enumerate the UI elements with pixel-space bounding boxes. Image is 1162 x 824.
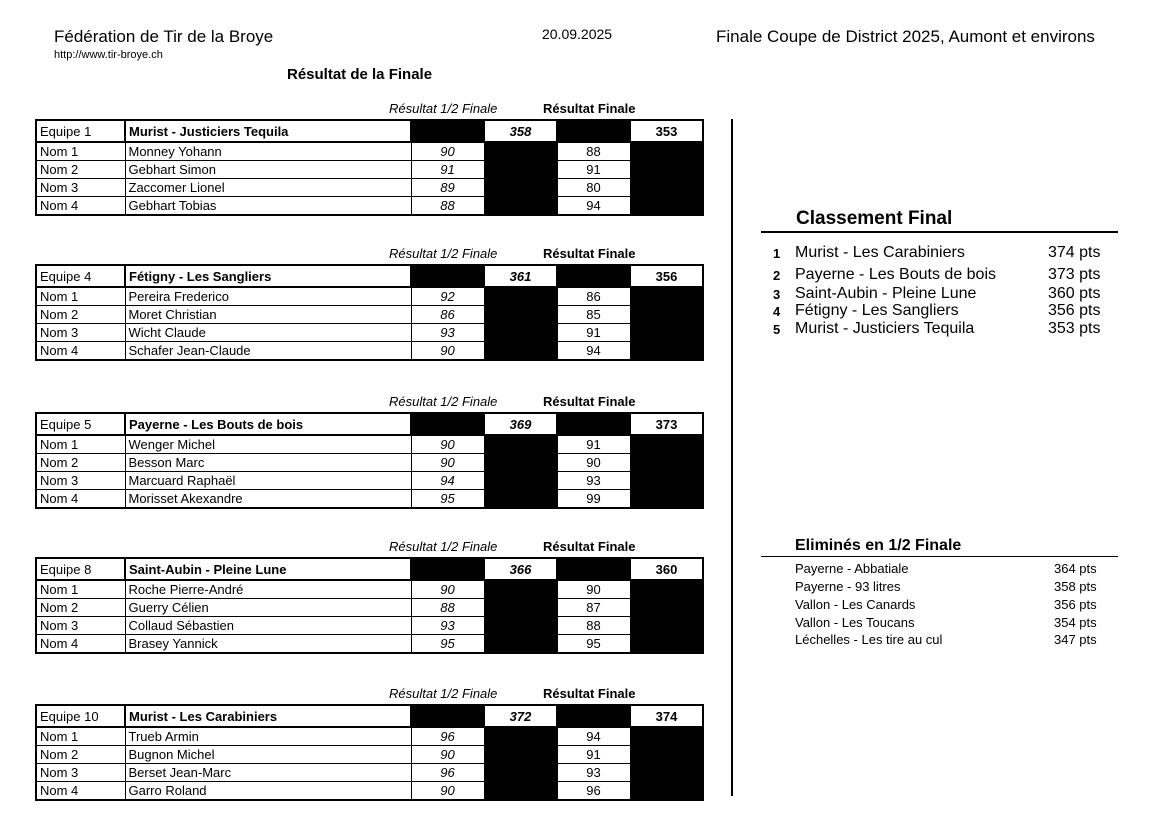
member-row: [36, 472, 703, 490]
rank-points: 373 pts: [1048, 266, 1101, 283]
rank-points: 374 pts: [1048, 244, 1101, 261]
blank-cell: [484, 161, 557, 179]
rank-number: 3: [773, 287, 781, 302]
team-name: Saint-Aubin - Pleine Lune: [125, 558, 411, 580]
final-total: 373: [630, 413, 703, 435]
blank-cell: [557, 705, 630, 727]
blank-cell: [630, 635, 703, 654]
member-slot: Nom 3: [36, 472, 125, 490]
eliminated-points: 354 pts: [1054, 615, 1097, 630]
member-semi-score: 93: [411, 617, 484, 635]
member-name: Morisset Akexandre: [125, 490, 411, 509]
member-semi-score: 93: [411, 324, 484, 342]
eliminated-row: [795, 561, 1115, 579]
member-semi-score: 90: [411, 342, 484, 361]
member-name: Monney Yohann: [125, 142, 411, 161]
blank-cell: [484, 324, 557, 342]
eliminated-points: 358 pts: [1054, 579, 1097, 594]
member-final-score: 94: [557, 727, 630, 746]
member-semi-score: 96: [411, 727, 484, 746]
blank-cell: [630, 782, 703, 801]
blank-cell: [630, 454, 703, 472]
rank-number: 5: [773, 322, 781, 337]
member-slot: Nom 2: [36, 306, 125, 324]
member-row: [36, 727, 703, 746]
member-name: Guerry Célien: [125, 599, 411, 617]
eliminated-points: 356 pts: [1054, 597, 1097, 612]
member-final-score: 86: [557, 287, 630, 306]
member-row: [36, 746, 703, 764]
rank-points: 360 pts: [1048, 285, 1101, 302]
blank-cell: [630, 617, 703, 635]
semi-final-total: 369: [484, 413, 557, 435]
document-date: 20.09.2025: [542, 26, 613, 42]
member-semi-score: 96: [411, 764, 484, 782]
eliminated-team: Payerne - 93 litres: [795, 579, 901, 594]
member-final-score: 80: [557, 179, 630, 197]
blank-cell: [630, 324, 703, 342]
member-name: Zaccomer Lionel: [125, 179, 411, 197]
member-slot: Nom 4: [36, 782, 125, 801]
team-score-table: [35, 412, 704, 509]
blank-cell: [630, 746, 703, 764]
semi-final-total: 372: [484, 705, 557, 727]
classement-row: [773, 302, 1118, 322]
member-slot: Nom 1: [36, 287, 125, 306]
member-slot: Nom 4: [36, 197, 125, 216]
blank-cell: [484, 472, 557, 490]
member-slot: Nom 3: [36, 617, 125, 635]
blank-cell: [630, 472, 703, 490]
blank-cell: [484, 490, 557, 509]
member-slot: Nom 4: [36, 490, 125, 509]
member-semi-score: 90: [411, 782, 484, 801]
team-label: Equipe 5: [36, 413, 125, 435]
blank-cell: [630, 727, 703, 746]
member-final-score: 85: [557, 306, 630, 324]
blank-cell: [411, 558, 484, 580]
member-slot: Nom 4: [36, 635, 125, 654]
member-name: Roche Pierre-André: [125, 580, 411, 599]
member-row: [36, 580, 703, 599]
blank-cell: [630, 580, 703, 599]
final-column-header: Résultat Finale: [543, 539, 636, 554]
final-total: 353: [630, 120, 703, 142]
member-row: [36, 454, 703, 472]
member-row: [36, 342, 703, 361]
member-final-score: 91: [557, 435, 630, 454]
rank-number: 2: [773, 268, 781, 283]
member-slot: Nom 2: [36, 161, 125, 179]
team-row: [36, 413, 703, 435]
classement-title: Classement Final: [796, 208, 953, 229]
member-final-score: 94: [557, 342, 630, 361]
member-final-score: 96: [557, 782, 630, 801]
eliminated-team: Vallon - Les Toucans: [795, 615, 915, 630]
member-slot: Nom 1: [36, 580, 125, 599]
final-total: 360: [630, 558, 703, 580]
member-name: Bugnon Michel: [125, 746, 411, 764]
blank-cell: [630, 435, 703, 454]
member-row: [36, 306, 703, 324]
final-column-header: Résultat Finale: [543, 246, 636, 261]
blank-cell: [484, 454, 557, 472]
team-row: [36, 558, 703, 580]
member-semi-score: 90: [411, 746, 484, 764]
member-final-score: 95: [557, 635, 630, 654]
rank-team: Murist - Justiciers Tequila: [795, 320, 975, 337]
team-name: Fétigny - Les Sangliers: [125, 265, 411, 287]
blank-cell: [630, 197, 703, 216]
team-label: Equipe 4: [36, 265, 125, 287]
rank-team: Payerne - Les Bouts de bois: [795, 266, 997, 283]
member-final-score: 93: [557, 472, 630, 490]
blank-cell: [630, 306, 703, 324]
team-score-table: [35, 557, 704, 654]
member-final-score: 88: [557, 617, 630, 635]
blank-cell: [484, 727, 557, 746]
member-final-score: 90: [557, 454, 630, 472]
member-slot: Nom 1: [36, 727, 125, 746]
team-label: Equipe 8: [36, 558, 125, 580]
member-name: Wenger Michel: [125, 435, 411, 454]
blank-cell: [411, 120, 484, 142]
member-final-score: 90: [557, 580, 630, 599]
member-semi-score: 95: [411, 490, 484, 509]
team-row: [36, 120, 703, 142]
member-row: [36, 161, 703, 179]
blank-cell: [484, 435, 557, 454]
member-slot: Nom 4: [36, 342, 125, 361]
blank-cell: [557, 413, 630, 435]
eliminated-row: [795, 632, 1115, 650]
blank-cell: [630, 342, 703, 361]
member-semi-score: 90: [411, 142, 484, 161]
member-slot: Nom 2: [36, 454, 125, 472]
rank-team: Saint-Aubin - Pleine Lune: [795, 285, 977, 302]
team-name: Murist - Les Carabiniers: [125, 705, 411, 727]
member-semi-score: 89: [411, 179, 484, 197]
eliminated-team: Léchelles - Les tire au cul: [795, 632, 943, 647]
blank-cell: [557, 265, 630, 287]
classement-rule: [761, 231, 1118, 233]
member-row: [36, 764, 703, 782]
blank-cell: [411, 705, 484, 727]
member-row: [36, 635, 703, 654]
semi-final-total: 358: [484, 120, 557, 142]
eliminated-title: Eliminés en 1/2 Finale: [795, 537, 962, 554]
blank-cell: [484, 782, 557, 801]
semi-final-column-header: Résultat 1/2 Finale: [389, 246, 498, 261]
blank-cell: [484, 306, 557, 324]
member-slot: Nom 3: [36, 324, 125, 342]
member-name: Gebhart Tobias: [125, 197, 411, 216]
member-slot: Nom 2: [36, 599, 125, 617]
blank-cell: [484, 197, 557, 216]
eliminated-row: [795, 615, 1115, 633]
team-label: Equipe 10: [36, 705, 125, 727]
eliminated-points: 347 pts: [1054, 632, 1097, 647]
member-final-score: 99: [557, 490, 630, 509]
member-row: [36, 179, 703, 197]
member-semi-score: 90: [411, 454, 484, 472]
semi-final-column-header: Résultat 1/2 Finale: [389, 686, 498, 701]
blank-cell: [484, 342, 557, 361]
member-semi-score: 90: [411, 435, 484, 454]
member-name: Brasey Yannick: [125, 635, 411, 654]
member-final-score: 88: [557, 142, 630, 161]
member-semi-score: 91: [411, 161, 484, 179]
semi-final-column-header: Résultat 1/2 Finale: [389, 539, 498, 554]
team-score-table: [35, 119, 704, 216]
blank-cell: [484, 580, 557, 599]
member-name: Schafer Jean-Claude: [125, 342, 411, 361]
blank-cell: [411, 413, 484, 435]
classement-row: [773, 244, 1118, 264]
member-row: [36, 490, 703, 509]
eliminated-row: [795, 579, 1115, 597]
member-row: [36, 197, 703, 216]
blank-cell: [484, 635, 557, 654]
member-name: Trueb Armin: [125, 727, 411, 746]
member-semi-score: 95: [411, 635, 484, 654]
member-row: [36, 617, 703, 635]
blank-cell: [484, 142, 557, 161]
blank-cell: [484, 287, 557, 306]
blank-cell: [484, 599, 557, 617]
member-name: Garro Roland: [125, 782, 411, 801]
team-name: Payerne - Les Bouts de bois: [125, 413, 411, 435]
member-slot: Nom 3: [36, 764, 125, 782]
member-name: Pereira Frederico: [125, 287, 411, 306]
rank-number: 1: [773, 246, 781, 261]
member-row: [36, 324, 703, 342]
blank-cell: [484, 764, 557, 782]
member-row: [36, 435, 703, 454]
event-title: Finale Coupe de District 2025, Aumont et environs: [716, 27, 1095, 46]
team-score-table: [35, 704, 704, 801]
eliminated-points: 364 pts: [1054, 561, 1097, 576]
member-slot: Nom 3: [36, 179, 125, 197]
team-row: [36, 265, 703, 287]
member-slot: Nom 1: [36, 435, 125, 454]
blank-cell: [630, 142, 703, 161]
page-title: Résultat de la Finale: [287, 66, 433, 83]
classement-row: [773, 320, 1118, 340]
member-slot: Nom 2: [36, 746, 125, 764]
rank-points: 353 pts: [1048, 320, 1101, 337]
eliminated-team: Payerne - Abbatiale: [795, 561, 909, 576]
final-total: 374: [630, 705, 703, 727]
rank-points: 356 pts: [1048, 302, 1101, 319]
member-semi-score: 90: [411, 580, 484, 599]
semi-final-column-header: Résultat 1/2 Finale: [389, 101, 498, 116]
blank-cell: [484, 179, 557, 197]
organization-url[interactable]: http://www.tir-broye.ch: [54, 49, 163, 61]
member-row: [36, 599, 703, 617]
member-semi-score: 88: [411, 599, 484, 617]
final-total: 356: [630, 265, 703, 287]
blank-cell: [630, 161, 703, 179]
semi-final-total: 361: [484, 265, 557, 287]
member-final-score: 91: [557, 324, 630, 342]
rank-team: Fétigny - Les Sangliers: [795, 302, 959, 319]
member-name: Marcuard Raphaël: [125, 472, 411, 490]
member-final-score: 93: [557, 764, 630, 782]
team-name: Murist - Justiciers Tequila: [125, 120, 411, 142]
member-semi-score: 88: [411, 197, 484, 216]
organization-name: Fédération de Tir de la Broye: [54, 27, 274, 46]
blank-cell: [557, 558, 630, 580]
team-row: [36, 705, 703, 727]
blank-cell: [630, 599, 703, 617]
blank-cell: [630, 764, 703, 782]
member-row: [36, 782, 703, 801]
member-row: [36, 142, 703, 161]
rank-team: Murist - Les Carabiniers: [795, 244, 965, 261]
final-column-header: Résultat Finale: [543, 686, 636, 701]
final-column-header: Résultat Finale: [543, 394, 636, 409]
member-final-score: 91: [557, 746, 630, 764]
member-semi-score: 94: [411, 472, 484, 490]
member-name: Besson Marc: [125, 454, 411, 472]
member-row: [36, 287, 703, 306]
member-final-score: 87: [557, 599, 630, 617]
eliminated-team: Vallon - Les Canards: [795, 597, 916, 612]
member-name: Gebhart Simon: [125, 161, 411, 179]
column-divider: [731, 119, 733, 796]
final-column-header: Résultat Finale: [543, 101, 636, 116]
blank-cell: [630, 490, 703, 509]
member-name: Wicht Claude: [125, 324, 411, 342]
blank-cell: [411, 265, 484, 287]
member-name: Moret Christian: [125, 306, 411, 324]
rank-number: 4: [773, 304, 781, 319]
member-semi-score: 86: [411, 306, 484, 324]
classement-row: [773, 266, 1118, 286]
team-score-table: [35, 264, 704, 361]
member-semi-score: 92: [411, 287, 484, 306]
eliminated-rule: [761, 556, 1118, 557]
semi-final-total: 366: [484, 558, 557, 580]
member-name: Berset Jean-Marc: [125, 764, 411, 782]
blank-cell: [484, 746, 557, 764]
member-final-score: 94: [557, 197, 630, 216]
blank-cell: [630, 179, 703, 197]
blank-cell: [630, 287, 703, 306]
blank-cell: [484, 617, 557, 635]
member-slot: Nom 1: [36, 142, 125, 161]
eliminated-row: [795, 597, 1115, 615]
member-final-score: 91: [557, 161, 630, 179]
semi-final-column-header: Résultat 1/2 Finale: [389, 394, 498, 409]
blank-cell: [557, 120, 630, 142]
team-label: Equipe 1: [36, 120, 125, 142]
member-name: Collaud Sébastien: [125, 617, 411, 635]
